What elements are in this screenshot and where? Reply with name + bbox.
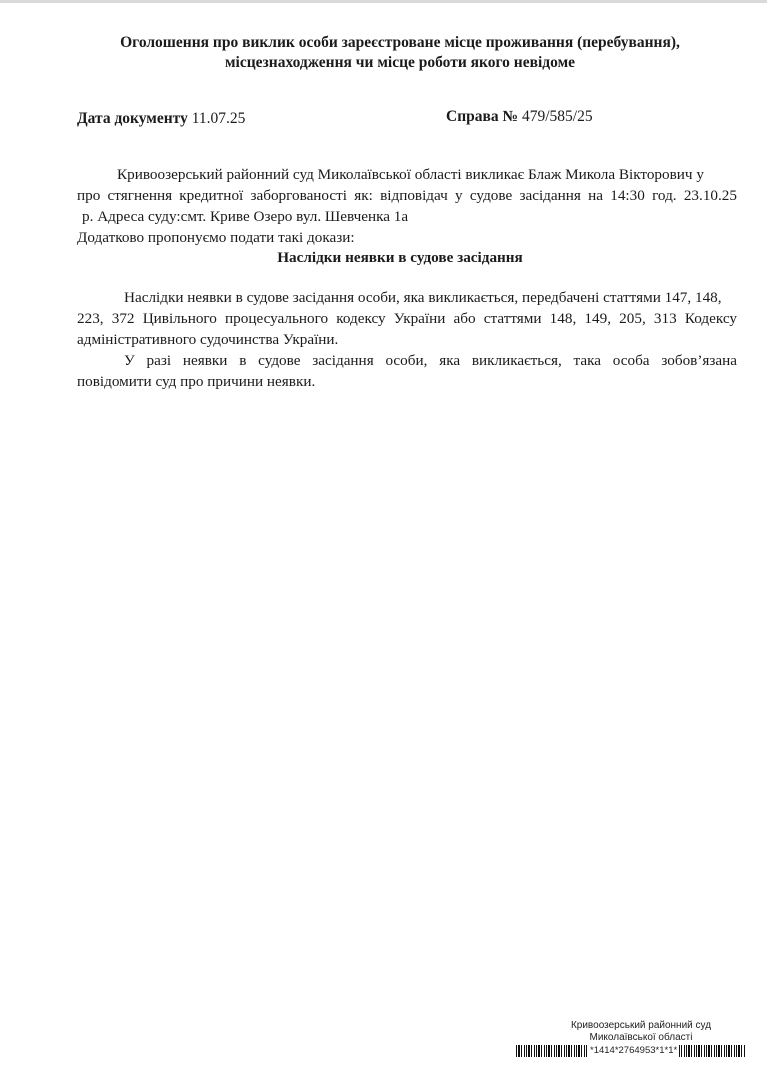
date-label: Дата документу bbox=[77, 110, 188, 127]
consequences-p1-line-2: 223, 372 Цивільного процесуального кодексу України або статтями 148, 149, 205, 313 Кодексу bbox=[77, 310, 737, 327]
notice-line-3: р. Адреса суду:смт. Криве Озеро вул. Шевченка 1а bbox=[82, 208, 409, 225]
barcode-number: *1414*2764953*1*1* bbox=[590, 1045, 678, 1056]
case-number bbox=[446, 108, 593, 126]
consequences-p1-line-3: адміністративного судочинства України. bbox=[77, 331, 339, 348]
court-stamp bbox=[516, 1020, 746, 1057]
notice-line-1: Кривоозерський районний суд Миколаївської області викликає Блаж Микола Вікторович у bbox=[117, 166, 704, 183]
notice-paragraph bbox=[77, 164, 737, 248]
document-title bbox=[60, 33, 740, 73]
consequences-p1-line-1: Наслідки неявки в судове засідання особи, яка викликається, передбачені статтями 147, 148, bbox=[124, 289, 722, 306]
title-line-2: місцезнаходження чи місце роботи якого невідоме bbox=[224, 54, 576, 71]
notice-line-4: Додатково пропонуємо подати такі докази: bbox=[77, 229, 355, 246]
notice-line-2: про стягнення кредитної заборгованості як: відповідач у судове засідання на 14:30 год. 23.10.25 bbox=[77, 187, 737, 204]
consequences-paragraph-1 bbox=[77, 287, 737, 350]
stamp-court-name: Кривоозерський районний суд bbox=[570, 1020, 712, 1031]
consequences-p2-line-1: У разі неявки в судове засідання особи, яка викликається, така особа зобов’язана bbox=[124, 352, 737, 369]
barcode bbox=[516, 1045, 746, 1057]
title-line-1: Оголошення про виклик особи зареєстроване місце проживання (перебування), bbox=[120, 34, 680, 51]
consequences-heading: Наслідки неявки в судове засідання bbox=[277, 249, 523, 266]
scan-edge bbox=[0, 0, 767, 3]
consequences-paragraph-2 bbox=[77, 350, 737, 392]
case-label: Справа № bbox=[446, 108, 519, 125]
stamp-court-region: Миколаївської області bbox=[589, 1032, 693, 1043]
consequences-p2-line-2: повідомити суд про причини неявки. bbox=[77, 373, 316, 390]
document-date bbox=[77, 110, 245, 128]
case-value: 479/585/25 bbox=[521, 108, 593, 125]
date-value: 11.07.25 bbox=[191, 110, 246, 127]
